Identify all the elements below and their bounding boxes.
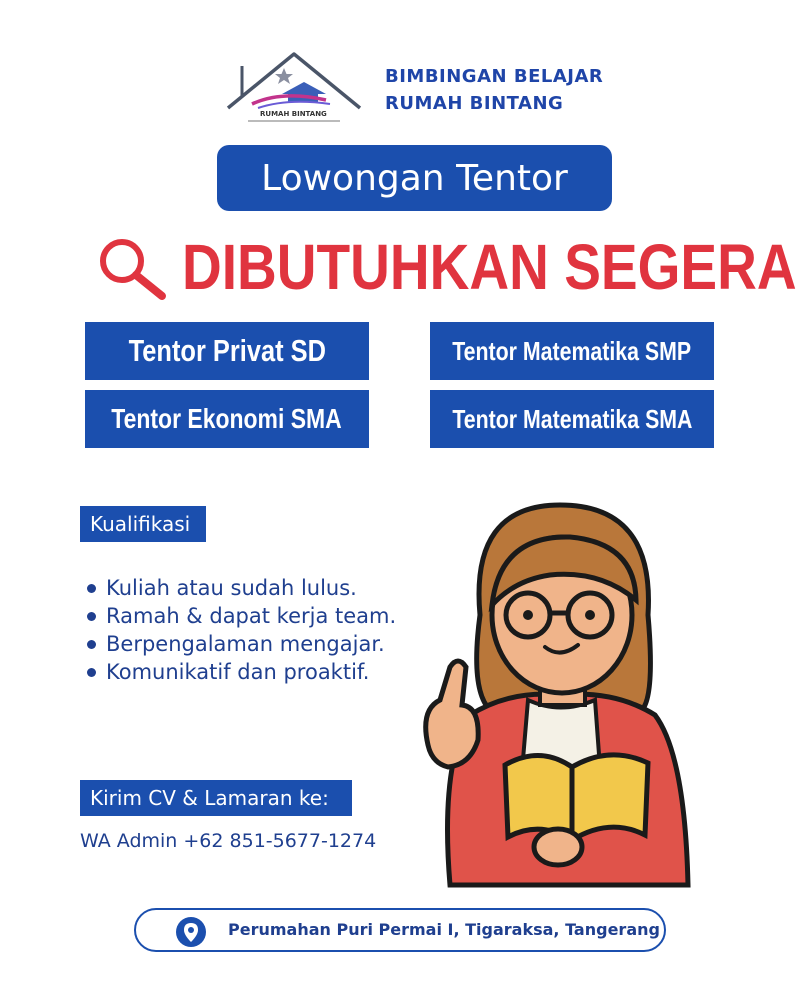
contact-label: Kirim CV & Lamaran ke:	[80, 780, 352, 816]
list-item: Berpengalaman mengajar.	[82, 630, 412, 658]
org-name-line1: BIMBINGAN BELAJAR	[385, 66, 604, 87]
list-item: Kuliah atau sudah lulus.	[82, 574, 412, 602]
org-name-line2: RUMAH BINTANG	[385, 93, 564, 114]
whatsapp-contact: WA Admin +62 851-5677-1274	[80, 830, 377, 852]
position-box-matematika-sma	[430, 390, 714, 448]
search-icon	[96, 236, 170, 302]
position-label: Tentor Privat SD	[128, 333, 326, 368]
position-box-matematika-smp	[430, 322, 714, 380]
list-item: Ramah & dapat kerja team.	[82, 602, 412, 630]
position-label: Tentor Matematika SMA	[451, 403, 693, 434]
qualifications-list	[82, 574, 412, 686]
teacher-illustration	[410, 495, 710, 895]
page-title: Lowongan Tentor	[261, 157, 568, 199]
address-text: Perumahan Puri Permai I, Tigaraksa, Tangerang	[228, 920, 660, 939]
qualifications-label: Kualifikasi	[80, 506, 206, 542]
house-star-logo	[222, 50, 366, 126]
position-label: Tentor Ekonomi SMA	[111, 403, 343, 434]
location-pin-icon	[176, 917, 206, 947]
title-banner	[217, 145, 612, 211]
position-box-privat-sd	[85, 322, 369, 380]
position-box-ekonomi-sma	[85, 390, 369, 448]
list-item: Komunikatif dan proaktif.	[82, 658, 412, 686]
position-label: Tentor Matematika SMP	[452, 335, 692, 366]
logo-text: RUMAH BINTANG	[260, 110, 327, 118]
urgent-headline: DIBUTUHKAN SEGERA	[182, 231, 797, 303]
